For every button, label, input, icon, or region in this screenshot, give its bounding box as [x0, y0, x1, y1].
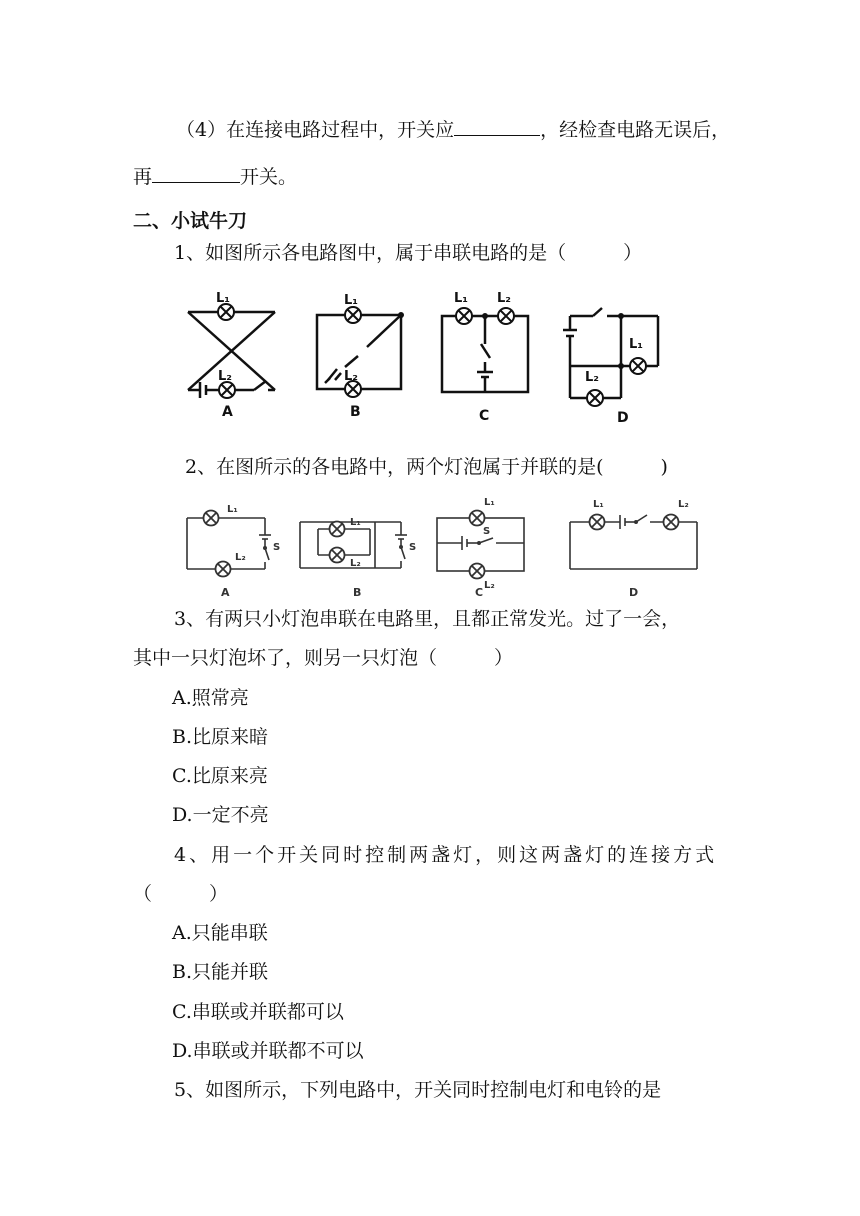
q2-switch-label: S [483, 526, 491, 537]
q1-figure-label-a: A [222, 404, 233, 420]
q2-lamp-label: L₁ [484, 497, 495, 508]
answer-blank[interactable] [152, 162, 240, 183]
q2-figure-label-d: D [629, 586, 639, 599]
q2-lamp-label: L₁ [227, 504, 238, 515]
q2-lamp-label: L₁ [350, 517, 361, 528]
q1-figure-label-b: B [350, 404, 361, 420]
q2-lamp-label: L₂ [235, 552, 246, 563]
q4-part-line2-suffix: 开关。 [240, 166, 298, 188]
q1-figure-label-c: C [479, 408, 490, 424]
q2-figure-label-a: A [221, 586, 230, 599]
question-3-option-a[interactable]: A.照常亮 [172, 687, 249, 709]
question-4-line1: 4、用一个开关同时控制两盏灯，则这两盏灯的连接方式 [174, 844, 718, 866]
question-4-option-c[interactable]: C.串联或并联都可以 [172, 1001, 344, 1023]
q4-part-line2-prefix: 再 [133, 166, 153, 188]
q2-switch-label: S [273, 542, 281, 553]
q1-circuit-figures [180, 282, 670, 430]
q1-lamp-label: L₁ [454, 291, 468, 306]
answer-blank[interactable] [454, 115, 540, 136]
q2-switch-label: S [409, 542, 417, 553]
question-2-text: 2、在图所示的各电路中，两个灯泡属于并联的是( ) [185, 456, 668, 478]
q2-lamp-label: L₂ [678, 499, 689, 510]
question-3-line2: 其中一只灯泡坏了，则另一只灯泡（ ） [133, 647, 514, 669]
q1-lamp-label: L₁ [216, 291, 230, 306]
q4-part-prefix: （4）在连接电路过程中，开关应 [176, 119, 455, 141]
q1-lamp-label: L₂ [585, 370, 599, 385]
q2-lamp-label: L₂ [350, 558, 361, 569]
q1-lamp-label: L₂ [497, 291, 511, 306]
q1-lamp-label: L₁ [629, 337, 643, 352]
question-4-option-d[interactable]: D.串联或并联都不可以 [172, 1040, 364, 1062]
question-5-text: 5、如图所示，下列电路中，开关同时控制电灯和电铃的是 [174, 1079, 662, 1101]
question-3-option-c[interactable]: C.比原来亮 [172, 765, 268, 787]
q2-lamp-label: L₂ [484, 580, 495, 591]
q1-lamp-label: L₂ [344, 369, 358, 384]
q4-part-line1 [176, 115, 730, 143]
q4-part-line2 [133, 162, 297, 190]
question-1-text: 1、如图所示各电路图中，属于串联电路的是（ ） [174, 242, 643, 264]
q1-figure-label-d: D [617, 410, 629, 426]
q1-lamp-label: L₁ [344, 293, 358, 308]
section-title: 二、小试牛刀 [133, 210, 248, 232]
question-3-option-b[interactable]: B.比原来暗 [172, 726, 269, 748]
q2-figure-label-c: C [475, 586, 484, 599]
question-4-option-b[interactable]: B.只能并联 [172, 961, 269, 983]
question-3-option-d[interactable]: D.一定不亮 [172, 804, 269, 826]
q4-part-middle: ，经检查电路无误后， [540, 119, 731, 141]
question-4-option-a[interactable]: A.只能串联 [172, 922, 268, 944]
q1-lamp-label: L₂ [218, 369, 232, 384]
q2-circuit-figures [175, 492, 705, 604]
question-3-line1: 3、有两只小灯泡串联在电路里，且都正常发光。过了一会， [174, 608, 681, 630]
question-4-line2: （ ） [133, 883, 229, 905]
q2-lamp-label: L₁ [593, 499, 604, 510]
q2-figure-label-b: B [353, 586, 362, 599]
